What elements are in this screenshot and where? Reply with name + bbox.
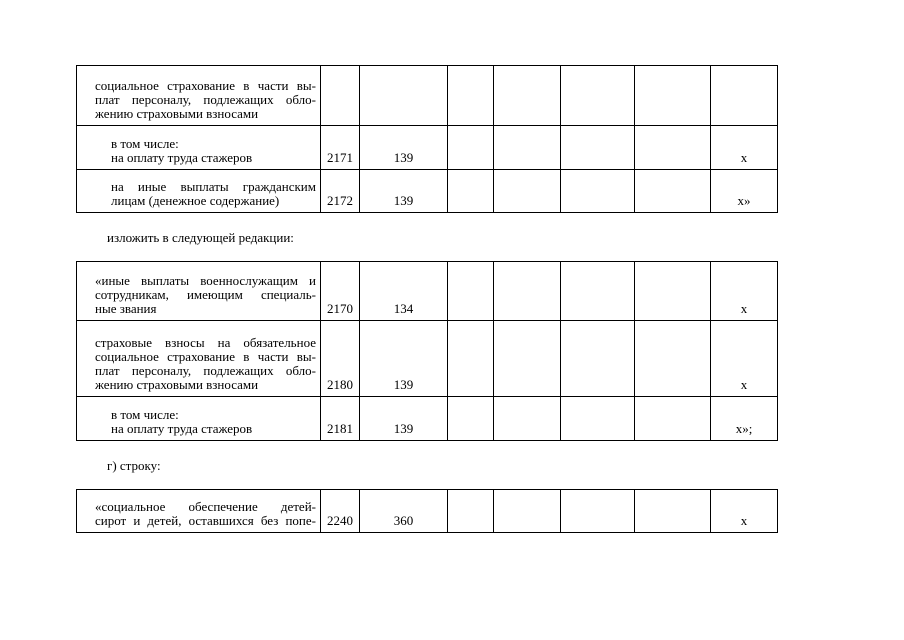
table-row [77,490,778,533]
row-code: 2181 [321,397,360,441]
row-kosgu: 139 [360,321,448,397]
empty-cell [635,397,711,441]
row-description [77,397,321,441]
table-row [77,262,778,321]
description-line: на иные выплаты гражданским [111,179,316,194]
table-1 [76,65,778,213]
description-line: на оплату труда стажеров [111,421,253,436]
table-row [77,397,778,441]
description-line: жению страховыми взносами [95,377,259,392]
empty-cell [635,321,711,397]
row-code: 2180 [321,321,360,397]
empty-cell [561,262,635,321]
empty-cell [448,126,494,170]
row-description [77,321,321,397]
table-row [77,321,778,397]
row-last: х [711,126,778,170]
table-row [77,170,778,213]
description-line: плат персоналу, подлежащих обло- [95,363,316,378]
row-kosgu: 139 [360,397,448,441]
empty-cell [635,170,711,213]
description-line: сотрудникам, имеющим специаль- [95,287,316,302]
row-description [77,126,321,170]
empty-cell [494,126,561,170]
row-code: 2170 [321,262,360,321]
row-code: 2172 [321,170,360,213]
paragraph-edition: изложить в следующей редакции: [107,230,294,245]
description-line: плат персоналу, подлежащих обло- [95,92,316,107]
empty-cell [561,490,635,533]
empty-cell [635,490,711,533]
description-line: страховые взносы на обязательное [95,335,316,350]
empty-cell [561,126,635,170]
row-code [321,66,360,126]
empty-cell [635,66,711,126]
empty-cell [494,321,561,397]
row-last: х [711,490,778,533]
empty-cell [635,126,711,170]
row-last: х»; [711,397,778,441]
empty-cell [561,397,635,441]
empty-cell [448,66,494,126]
empty-cell [494,490,561,533]
table-row [77,126,778,170]
row-last: х» [711,170,778,213]
table-3 [76,489,778,533]
description-line: в том числе: [111,407,179,422]
row-description [77,490,321,533]
empty-cell [448,262,494,321]
description-line: ные звания [95,301,157,316]
empty-cell [494,262,561,321]
empty-cell [448,321,494,397]
row-code: 2240 [321,490,360,533]
table-2 [76,261,778,441]
empty-cell [448,490,494,533]
description-line: сирот и детей, оставшихся без попе- [95,513,316,528]
row-kosgu: 139 [360,126,448,170]
row-kosgu: 139 [360,170,448,213]
empty-cell [448,170,494,213]
empty-cell [494,397,561,441]
empty-cell [561,321,635,397]
description-line: жению страховыми взносами [95,106,259,121]
description-line: «социальное обеспечение детей- [95,499,316,514]
empty-cell [561,66,635,126]
description-line: социальное страхование в части вы- [95,349,316,364]
empty-cell [635,262,711,321]
row-last: х [711,262,778,321]
empty-cell [494,170,561,213]
row-kosgu: 134 [360,262,448,321]
row-last: х [711,321,778,397]
empty-cell [448,397,494,441]
description-line: в том числе: [111,136,179,151]
description-line: социальное страхование в части вы- [95,78,316,93]
description-line: «иные выплаты военнослужащим и [95,273,316,288]
description-line: лицам (денежное содержание) [111,193,280,208]
paragraph-row: г) строку: [107,458,161,473]
description-line: на оплату труда стажеров [111,150,253,165]
row-last [711,66,778,126]
row-description [77,66,321,126]
empty-cell [561,170,635,213]
table-row [77,66,778,126]
row-description [77,262,321,321]
row-kosgu [360,66,448,126]
row-code: 2171 [321,126,360,170]
empty-cell [494,66,561,126]
row-kosgu: 360 [360,490,448,533]
row-description [77,170,321,213]
